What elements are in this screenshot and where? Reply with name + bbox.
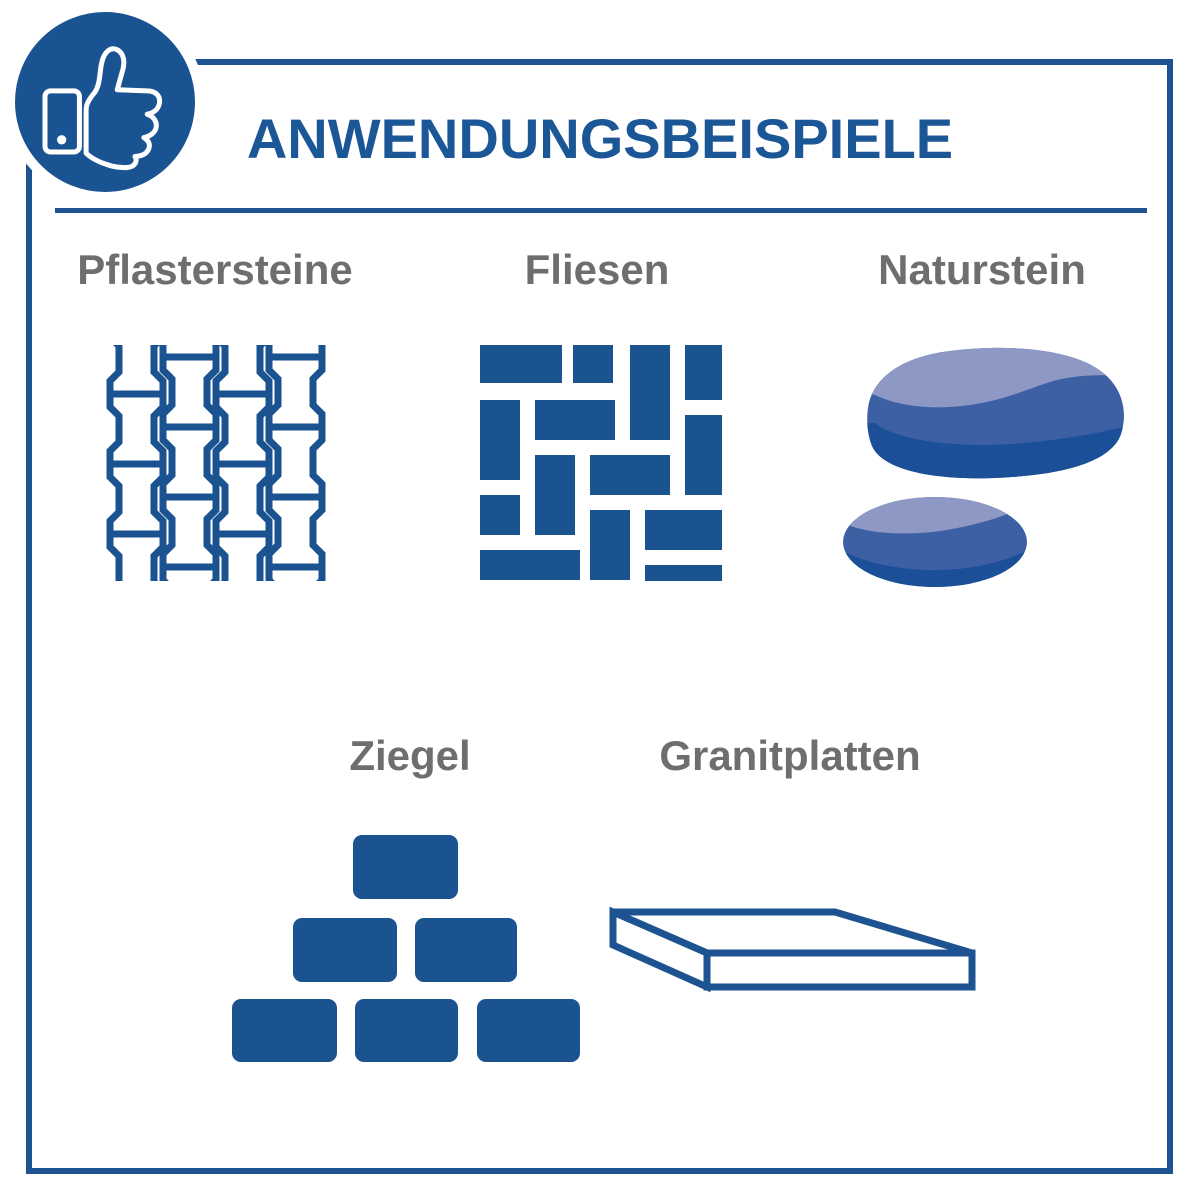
example-label-granitplatten: Granitplatten (659, 732, 921, 779)
granite-slab-icon (605, 898, 980, 993)
paving-stones-icon (106, 345, 326, 581)
example-label-fliesen: Fliesen (524, 246, 670, 293)
example-label-naturstein: Naturstein (878, 246, 1086, 293)
title-divider (55, 208, 1147, 213)
tiles-icon (480, 345, 723, 581)
example-figure-granitplatten (605, 898, 980, 993)
example-figure-pflastersteine (106, 345, 326, 581)
example-label-ziegel: Ziegel (349, 732, 471, 779)
example-figure-fliesen (480, 345, 723, 581)
example-figure-naturstein (840, 330, 1130, 630)
page-title: ANWENDUNGSBEISPIELE (246, 107, 954, 170)
bricks-icon (232, 835, 580, 1063)
example-label-pflastersteine: Pflastersteine (77, 246, 353, 293)
thumbs-up-badge (5, 2, 205, 202)
example-figure-ziegel (232, 835, 580, 1063)
natural-stones-icon (840, 330, 1130, 630)
